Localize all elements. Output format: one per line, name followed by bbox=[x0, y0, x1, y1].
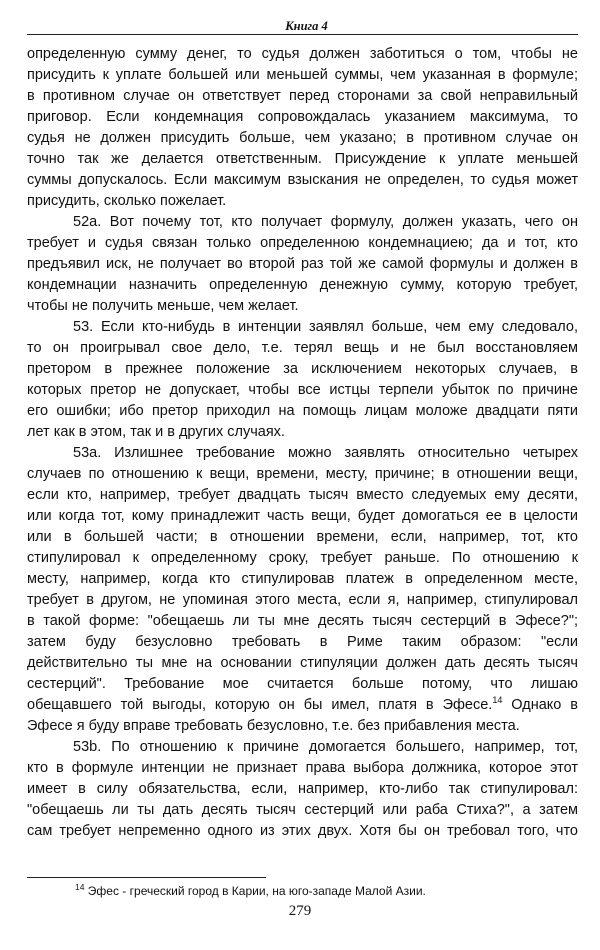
text-line: 53b. По отношению к причине домогается большего, например, тот, bbox=[73, 739, 578, 755]
header-title: Книга 4 bbox=[285, 19, 328, 33]
text-line: в такой форме: "обещаешь ли ты мне десять тысяч сестерций в Эфесе?"; bbox=[27, 613, 578, 629]
text-line: определенную сумму денег, то судья должен заботиться о том, чтобы не bbox=[27, 46, 578, 62]
paragraph bbox=[27, 317, 578, 443]
footnote-marker: 14 bbox=[75, 882, 85, 892]
text-line: которых претор не допускает, чтобы все истцы терпели убыток по причине bbox=[27, 382, 578, 398]
text-line: чтобы не получить меньше, чем желает. bbox=[27, 298, 299, 314]
text-line: кондемнации назначить определенную денежную сумму, которую требует, bbox=[27, 277, 578, 293]
text-line: действительно ты мне на основании стипуляции должен дать десять тысяч bbox=[27, 655, 578, 671]
text-line: случаев по отношению к вещи, времени, месту, причине; в отношении вещи, bbox=[27, 466, 578, 482]
text-line: присудить, сколько пожелает. bbox=[27, 193, 227, 209]
text-line: в противном случае он ответствует перед сторонами за свой неправильный bbox=[27, 88, 578, 104]
text-line: Эфесе я буду вправе требовать безусловно, т.е. без прибавления места. bbox=[27, 718, 520, 734]
text-line: суммы допускалось. Если максимум взыскания не определен, то судья может bbox=[27, 172, 578, 188]
paragraph bbox=[27, 212, 578, 317]
footnote-text: Эфес - греческий город в Карии, на юго-западе Малой Азии. bbox=[84, 884, 426, 898]
footnote bbox=[75, 884, 426, 898]
text-line: 52a. Вот почему тот, кто получает формулу, должен указать, чего он bbox=[73, 214, 578, 230]
text-segment: Однако в bbox=[502, 697, 578, 713]
text-line: его ошибки; ибо претор приходил на помощь лицам моложе двадцати пяти bbox=[27, 403, 578, 419]
text-line: затем буду безусловно требовать в Риме таким образом: "если bbox=[27, 634, 578, 650]
text-line: месту, например, когда кто стипулировав платеж в определенном месте, bbox=[27, 571, 578, 587]
footnote-divider bbox=[27, 877, 266, 878]
running-header bbox=[27, 16, 578, 35]
footnote-reference[interactable]: 14 bbox=[492, 695, 503, 705]
text-line: предъявил иск, не получает во второй раз той же самой формулы и должен в bbox=[27, 256, 578, 272]
text-line: то он проигрывал свое дело, т.е. терял вещь и не был восстановляем bbox=[27, 340, 578, 356]
text-line: или в большей части; в отношении времени, если, например, тот, кто bbox=[27, 529, 578, 545]
text-line: или когда тот, кому принадлежит часть вещи, будет домогаться ее в целости bbox=[27, 508, 578, 524]
text-line: приговор. Если кондемнация сопровождалась указанием максимума, то bbox=[27, 109, 578, 125]
text-line: 53. Если кто-нибудь в интенции заявлял больше, чем ему следовало, bbox=[73, 319, 578, 335]
page-number: 279 bbox=[288, 903, 312, 919]
text-line: имеет в силу обязательства, если, например, кто-либо так стипулировал: bbox=[27, 781, 578, 797]
text-line: судья не должен присудить больше, чем указано; в противном случае он bbox=[27, 130, 578, 146]
text-line: "обещаешь ли ты дать десять тысяч сестерций или раба Стиха?", а затем bbox=[27, 802, 578, 818]
text-line: сам требует непременно одного из этих двух. Хотя бы он требовал того, что bbox=[27, 823, 578, 839]
paragraph bbox=[27, 737, 578, 842]
text-line: если кто, например, требует двадцать тысяч вместо следуемых ему десяти, bbox=[27, 487, 578, 503]
text-line: кто в формуле интенции не признает права выбора должника, которое этот bbox=[27, 760, 578, 776]
text-line: требует и судья связан только определенною кондемнациею; да и тот, кто bbox=[27, 235, 578, 251]
text-line: претором в прежнее положение за исключением некоторых случаев, в bbox=[27, 361, 578, 377]
text-segment: обещавшего той выгоды, которую он бы имел, платя в Эфесе. bbox=[27, 697, 493, 713]
text-line: присудить к уплате большей или меньшей суммы, чем указанная в формуле; bbox=[27, 67, 578, 83]
body-text bbox=[27, 44, 578, 842]
text-line: 53a. Излишнее требование можно заявлять относительно четырех bbox=[73, 445, 578, 461]
text-line: требует в другом, не упоминая этого места, если я, например, стипулировал bbox=[27, 592, 578, 608]
text-line: сестерций". Требование мое считается больше потому, что лишаю bbox=[27, 676, 578, 692]
text-line: лет как в этом, так и в других случаях. bbox=[27, 424, 285, 440]
text-line: точно так же делается ответственным. Присуждение к уплате меньшей bbox=[27, 151, 578, 167]
text-line: стипулировал к определенному сроку, требует раньше. По отношению к bbox=[27, 550, 578, 566]
text-line bbox=[27, 695, 578, 716]
paragraph bbox=[27, 44, 578, 212]
paragraph bbox=[27, 443, 578, 737]
